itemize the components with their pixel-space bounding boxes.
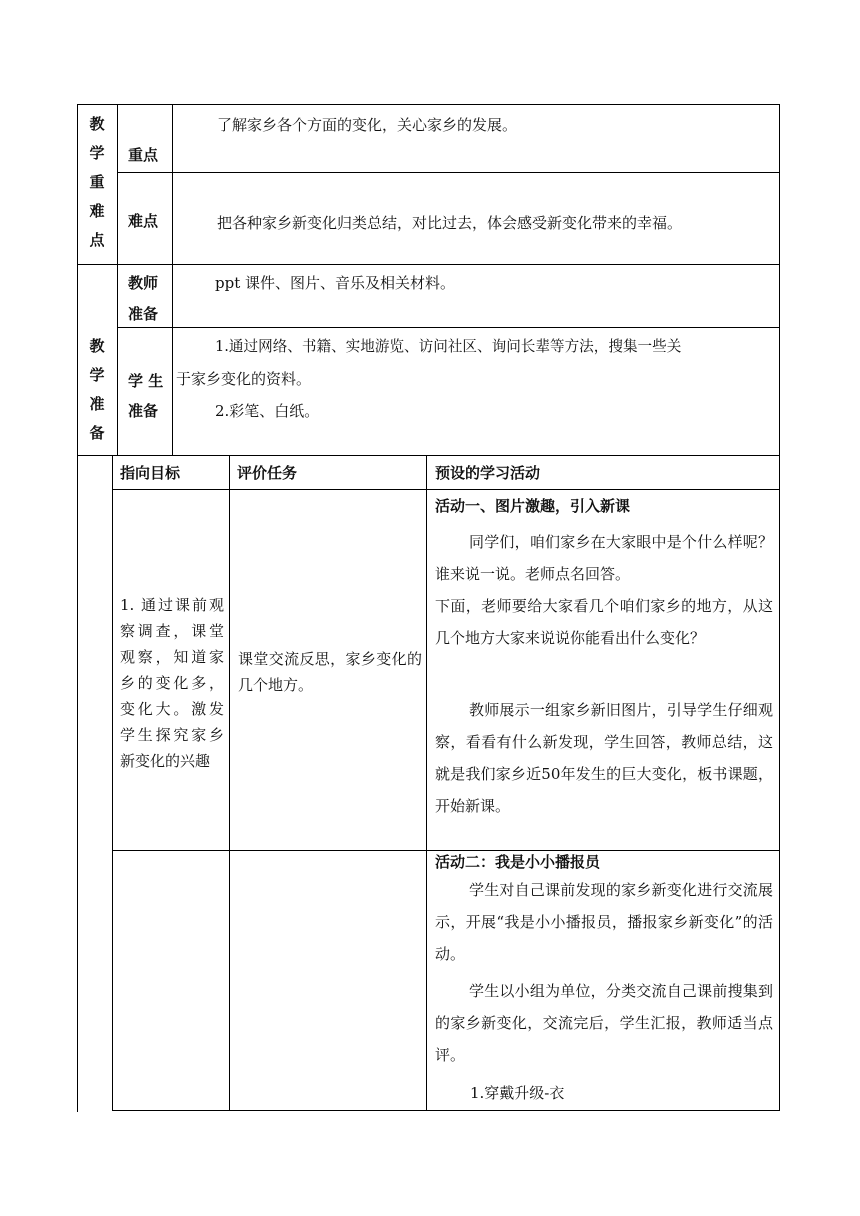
difficult-point-label: 难点 bbox=[128, 212, 159, 230]
table-border bbox=[229, 456, 230, 1111]
table-border bbox=[77, 104, 779, 105]
activity-paragraph: 1.穿戴升级-衣 bbox=[470, 1084, 565, 1102]
page-margin-line bbox=[77, 456, 78, 1112]
prep-section-label bbox=[82, 332, 112, 448]
student-prep-text: 2.彩笔、白纸。 bbox=[215, 402, 320, 420]
goal-cell: 1. 通过课前观察调查，课堂观察，知道家乡的变化多，变化大。激发学生探究家乡新变化的兴趣 bbox=[120, 596, 224, 770]
table-border bbox=[426, 456, 427, 1111]
label-char: 重 bbox=[89, 173, 105, 191]
table-border bbox=[172, 104, 173, 456]
activity-paragraph: 同学们，咱们家乡在大家眼中是个什么样呢？谁来说一说。老师点名回答。 bbox=[435, 533, 773, 583]
table-border bbox=[779, 104, 780, 456]
activity-paragraph: 学生对自己课前发现的家乡新变化进行交流展示，开展“我是小小播报员，播报家乡新变化”的活动。 bbox=[435, 881, 773, 963]
table-border bbox=[117, 104, 118, 456]
table-border bbox=[779, 456, 780, 1111]
student-prep-text: 1.通过网络、书籍、实地游览、访问社区、询问长辈等方法，搜集一些关 bbox=[215, 338, 682, 355]
activity-paragraph: 教师展示一组家乡新旧图片，引导学生仔细观察，看看有什么新发现，学生回答，教师总结，这就是我们家乡近50年发生的巨大变化，板书课题，开始新课。 bbox=[435, 701, 773, 815]
label-char: 教 bbox=[89, 337, 105, 355]
student-prep-label: 学 生 bbox=[128, 372, 164, 390]
teacher-prep-label: 准备 bbox=[128, 305, 159, 323]
label-char: 准 bbox=[89, 395, 105, 413]
task-cell: 课堂交流反思，家乡变化的几个地方。 bbox=[238, 650, 422, 694]
header-goal: 指向目标 bbox=[120, 464, 181, 482]
difficult-point-text: 把各种家乡新变化归类总结，对比过去，体会感受新变化带来的幸福。 bbox=[217, 214, 683, 232]
table-border bbox=[77, 455, 779, 456]
activity-paragraph: 学生以小组为单位，分类交流自己课前搜集到的家乡新变化，交流完后，学生汇报，教师适当点评。 bbox=[435, 982, 773, 1064]
activity-paragraph: 下面，老师要给大家看几个咱们家乡的地方，从这几个地方大家来说说你能看出什么变化？ bbox=[435, 597, 773, 647]
table-border bbox=[112, 489, 779, 490]
table-border bbox=[112, 1110, 779, 1111]
table-border bbox=[112, 456, 113, 1111]
label-char: 难 bbox=[89, 202, 105, 220]
table-border bbox=[117, 172, 779, 173]
table-border bbox=[117, 327, 779, 328]
label-char: 教 bbox=[89, 115, 105, 133]
label-char: 备 bbox=[89, 424, 105, 442]
teacher-prep-label: 教师 bbox=[128, 274, 159, 292]
label-char: 学 bbox=[89, 144, 105, 162]
key-point-text: 了解家乡各个方面的变化，关心家乡的发展。 bbox=[217, 116, 518, 134]
activity-title: 活动一、图片激趣，引入新课 bbox=[435, 497, 631, 515]
student-prep-text: 于家乡变化的资料。 bbox=[176, 370, 312, 388]
label-char: 学 bbox=[89, 366, 105, 384]
table-border bbox=[77, 264, 779, 265]
header-activity: 预设的学习活动 bbox=[435, 464, 541, 482]
label-char: 点 bbox=[89, 231, 105, 249]
header-task: 评价任务 bbox=[237, 464, 298, 482]
focus-section-label bbox=[82, 110, 112, 255]
student-prep-label: 准备 bbox=[128, 402, 159, 420]
key-point-label: 重点 bbox=[128, 146, 159, 164]
activity-title: 活动二：我是小小播报员 bbox=[435, 853, 601, 871]
teacher-prep-text: ppt 课件、图片、音乐及相关材料。 bbox=[215, 274, 456, 292]
table-border bbox=[77, 104, 78, 456]
